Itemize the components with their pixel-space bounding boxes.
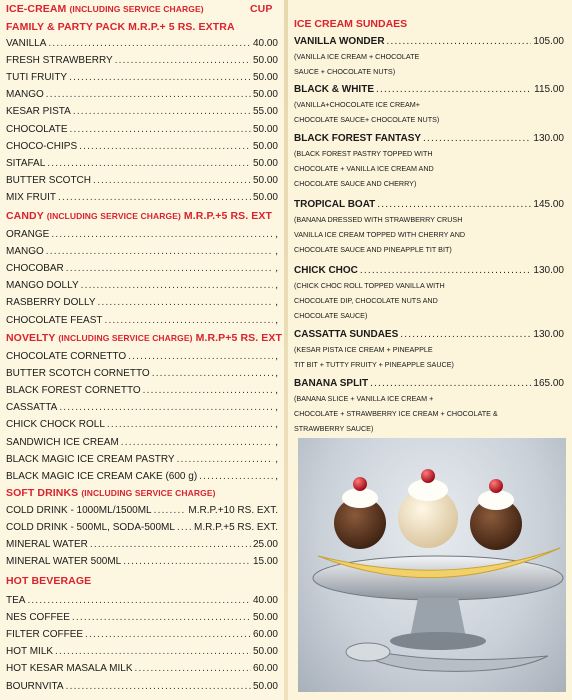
leader-dots xyxy=(47,158,251,169)
soft-drinks-header xyxy=(6,487,216,499)
leader-dots xyxy=(81,280,274,291)
menu-item-price: M.R.P.+10 RS. EXT. xyxy=(188,505,278,516)
menu-item-price: 50.00 xyxy=(252,123,278,135)
sundae-description-line: VANILLA ICE CREAM TOPPED WITH CHERRY AND xyxy=(294,230,466,239)
menu-item-row xyxy=(6,385,278,401)
leader-dots xyxy=(199,471,273,482)
leader-dots xyxy=(177,454,274,465)
sundae-description-line: (BANANA DRESSED WITH STRAWBERRY CRUSH xyxy=(294,215,463,224)
menu-item-name: FRESH STRAWBERRY xyxy=(6,55,113,67)
menu-item-name: CHOCO-CHIPS xyxy=(6,140,78,152)
menu-item-price: , xyxy=(275,263,278,275)
leader-dots xyxy=(70,124,251,135)
ice-cream-note: (INCLUDING SERVICE CHARGE) xyxy=(69,4,204,14)
menu-item-row xyxy=(6,629,278,645)
menu-item-price: 60.00 xyxy=(252,663,278,675)
menu-item-name: CHOCOLATE CORNETTO xyxy=(6,351,127,362)
menu-item-row xyxy=(6,402,278,418)
sundae-title-line xyxy=(294,199,564,210)
menu-item-name: MIX FRUIT xyxy=(6,191,56,203)
menu-item-price: 40.00 xyxy=(252,38,278,49)
menu-item-name: BUTTER SCOTCH xyxy=(6,174,91,186)
menu-item-name: TUTI FRUITY xyxy=(6,72,68,84)
menu-item-row xyxy=(6,38,278,54)
banana-split-photo xyxy=(298,438,566,692)
sundae-description-line: CHOCOLATE SAUCE AND CHERRY) xyxy=(294,179,417,188)
menu-item-price: 50.00 xyxy=(252,55,278,67)
menu-item-price: , xyxy=(275,280,278,292)
leader-dots xyxy=(107,419,273,430)
leader-dots xyxy=(135,663,251,674)
sundae-name: BLACK FOREST FANTASY xyxy=(294,133,422,144)
menu-item-name: TEA xyxy=(6,595,26,606)
menu-item-name: KESAR PISTA xyxy=(6,106,71,118)
candy-header xyxy=(6,210,272,222)
menu-item-row xyxy=(6,89,278,105)
leader-dots xyxy=(66,681,251,692)
menu-item-row xyxy=(6,263,278,279)
menu-item-row xyxy=(6,522,278,538)
menu-item-row xyxy=(6,297,278,313)
leader-dots xyxy=(377,199,531,210)
sundae-price: 130.00 xyxy=(533,133,564,144)
menu-item-row xyxy=(6,612,278,628)
sundae-name: BANANA SPLIT xyxy=(294,378,369,389)
menu-item-name: CHOCOLATE xyxy=(6,123,68,135)
leader-dots xyxy=(46,246,273,257)
sundae-title-line xyxy=(294,36,564,47)
menu-item-name: BOURNVITA xyxy=(6,680,64,692)
leader-dots xyxy=(73,106,251,117)
menu-item-price: 50.00 xyxy=(252,680,278,692)
menu-item-row xyxy=(6,419,278,435)
sundae-description-line: CHOCOLATE SAUCE) xyxy=(294,311,368,320)
menu-item-price: M.R.P.+5 RS. EXT. xyxy=(193,522,278,534)
menu-item-price: , xyxy=(275,402,278,414)
sundae-title-line xyxy=(294,265,564,276)
sundae-item xyxy=(294,84,564,127)
sundae-description-line: (KESAR PISTA ICE CREAM + PINEAPPLE xyxy=(294,345,433,354)
leader-dots xyxy=(72,612,251,623)
sundae-title-line xyxy=(294,133,564,144)
sundae-description-line: (CHICK CHOC ROLL TOPPED VANILLA WITH xyxy=(294,281,445,290)
sundae-item xyxy=(294,133,564,191)
leader-dots xyxy=(360,265,532,276)
menu-item-price: , xyxy=(275,297,278,309)
novelty-tail: M.R.P+5 RS. EXT xyxy=(195,332,282,344)
menu-item-price: 50.00 xyxy=(252,157,278,169)
sundae-description-line: STRAWBERRY SAUCE) xyxy=(294,424,374,433)
menu-item-price: 50.00 xyxy=(252,72,278,84)
menu-item-name: SANDWICH ICE CREAM xyxy=(6,436,119,448)
menu-item-name: COLD DRINK - 500ML, SODA-500ML xyxy=(6,522,175,534)
leader-dots xyxy=(58,192,251,203)
menu-item-name: NES COFFEE xyxy=(6,612,70,624)
sundae-description xyxy=(294,278,564,323)
sundae-description xyxy=(294,342,564,372)
leader-dots xyxy=(55,646,251,657)
sundae-price: 130.00 xyxy=(533,329,564,340)
leader-dots xyxy=(46,89,251,100)
leader-dots xyxy=(177,522,192,533)
leader-dots xyxy=(93,175,251,186)
leader-dots xyxy=(90,539,251,550)
leader-dots xyxy=(59,402,273,413)
menu-item-name: ORANGE xyxy=(6,229,50,240)
leader-dots xyxy=(152,368,274,379)
menu-item-row xyxy=(6,106,278,122)
leader-dots xyxy=(105,315,274,326)
soft-drinks-note: (INCLUDING SERVICE CHARGE) xyxy=(81,488,216,498)
menu-item-name: HOT MILK xyxy=(6,646,54,658)
leader-dots xyxy=(370,378,531,389)
leader-dots xyxy=(423,133,531,144)
menu-item-name: RASBERRY DOLLY xyxy=(6,297,96,309)
sundae-description-line: CHOCOLATE + STRAWBERRY ICE CREAM + CHOCOLATE & xyxy=(294,409,498,418)
sundae-item xyxy=(294,199,564,257)
menu-item-name: MANGO xyxy=(6,246,44,258)
leader-dots xyxy=(400,329,531,340)
sundae-description-line: CHOCOLATE DIP, CHOCOLATE NUTS AND xyxy=(294,296,438,305)
sundae-description-line: SAUCE + CHOCOLATE NUTS) xyxy=(294,67,396,76)
sundae-description-line: (VANILLA+CHOCOLATE ICE CREAM+ xyxy=(294,100,420,109)
sundae-description xyxy=(294,391,564,436)
ice-cream-title: ICE-CREAM xyxy=(6,3,67,15)
menu-item-row xyxy=(6,229,278,245)
menu-item-name: MINERAL WATER xyxy=(6,539,88,551)
menu-item-name: HOT KESAR MASALA MILK xyxy=(6,663,133,675)
menu-item-name: SITAFAL xyxy=(6,157,46,169)
menu-item-name: FILTER COFFEE xyxy=(6,629,84,641)
sundae-description-line: TIT BIT + TUTTY FRUITY + PINEAPPLE SAUCE) xyxy=(294,360,454,369)
sundae-name: CHICK CHOC xyxy=(294,265,358,276)
leader-dots xyxy=(48,38,251,49)
menu-item-name: MANGO xyxy=(6,89,44,101)
menu-item-row xyxy=(6,539,278,555)
leader-dots xyxy=(128,351,273,362)
menu-item-row xyxy=(6,471,278,487)
menu-item-row xyxy=(6,141,278,157)
sundae-description-line: CHOCOLATE + VANILLA ICE CREAM AND xyxy=(294,164,434,173)
menu-item-price: 25.00 xyxy=(252,539,278,551)
novelty-header xyxy=(6,332,282,344)
sundae-price: 165.00 xyxy=(533,378,564,389)
leader-dots xyxy=(376,84,532,95)
sundae-description xyxy=(294,49,564,79)
menu-item-price: 50.00 xyxy=(252,174,278,186)
left-column xyxy=(0,0,284,700)
menu-item-name: BLACK MAGIC ICE CREAM CAKE (600 g) xyxy=(6,470,198,482)
leader-dots xyxy=(154,505,187,516)
menu-item-row xyxy=(6,246,278,262)
menu-item-name: MINERAL WATER 500ML xyxy=(6,556,122,568)
menu-item-name: VANILLA xyxy=(6,38,47,49)
sundae-description xyxy=(294,212,564,257)
sundae-title-line xyxy=(294,378,564,389)
sundae-description-line: (VANILLA ICE CREAM + CHOCOLATE xyxy=(294,52,420,61)
leader-dots xyxy=(123,556,251,567)
menu-item-price: 15.00 xyxy=(252,556,278,568)
menu-item-price: , xyxy=(275,246,278,258)
menu-item-row xyxy=(6,663,278,679)
novelty-note: (INCLUDING SERVICE CHARGE) xyxy=(58,333,193,343)
menu-item-row xyxy=(6,505,278,521)
leader-dots xyxy=(121,437,273,448)
menu-item-name: BLACK FOREST CORNETTO xyxy=(6,385,141,397)
sundae-description-line: CHOCOLATE SAUCE AND PINEAPPLE TIT BIT) xyxy=(294,245,452,254)
sundae-item xyxy=(294,36,564,79)
sundae-name: BLACK & WHITE xyxy=(294,84,374,95)
menu-item-price: , xyxy=(275,419,278,431)
sundae-description-line: CHOCOLATE SAUCE+ CHOCOLATE NUTS) xyxy=(294,115,440,124)
menu-item-price: 50.00 xyxy=(252,140,278,152)
sundae-price: 130.00 xyxy=(533,265,564,276)
menu-item-row xyxy=(6,175,278,191)
sundae-item xyxy=(294,265,564,323)
menu-item-name: BUTTER SCOTCH CORNETTO xyxy=(6,368,150,380)
menu-item-name: CHOCOLATE FEAST xyxy=(6,314,103,326)
family-pack-header: FAMILY & PARTY PACK M.R.P.+ 5 RS. EXTRA xyxy=(6,21,235,33)
sundaes-header: ICE CREAM SUNDAES xyxy=(294,18,408,30)
menu-item-row xyxy=(6,351,278,367)
sundae-description xyxy=(294,97,564,127)
sundae-description-line: (BLACK FOREST PASTRY TOPPED WITH xyxy=(294,149,433,158)
sundae-name: TROPICAL BOAT xyxy=(294,199,376,210)
menu-item-name: CHICK CHOCK ROLL xyxy=(6,419,105,431)
menu-item-row xyxy=(6,556,278,572)
leader-dots xyxy=(51,229,273,240)
menu-item-name: MANGO DOLLY xyxy=(6,280,79,292)
menu-item-price: , xyxy=(275,314,278,326)
sundae-price: 145.00 xyxy=(533,199,564,210)
menu-item-name: BLACK MAGIC ICE CREAM PASTRY xyxy=(6,453,175,465)
menu-item-row xyxy=(6,437,278,453)
novelty-title: NOVELTY xyxy=(6,332,56,344)
menu-item-price: 50.00 xyxy=(252,646,278,658)
menu-item-price: 40.00 xyxy=(252,595,278,606)
leader-dots xyxy=(115,55,251,66)
sundae-name: VANILLA WONDER xyxy=(294,36,385,47)
sundae-item xyxy=(294,329,564,372)
menu-item-price: 50.00 xyxy=(252,191,278,203)
leader-dots xyxy=(27,595,251,606)
leader-dots xyxy=(387,36,532,47)
menu-item-price: 60.00 xyxy=(252,629,278,641)
menu-item-row xyxy=(6,454,278,470)
sundae-title-line xyxy=(294,84,564,95)
sundae-item xyxy=(294,378,564,436)
menu-item-price: , xyxy=(275,368,278,380)
menu-item-name: CHOCOBAR xyxy=(6,263,64,275)
menu-item-row xyxy=(6,368,278,384)
sundae-name: CASSATTA SUNDAES xyxy=(294,329,399,340)
menu-item-row xyxy=(6,72,278,88)
sundae-price: 115.00 xyxy=(534,84,564,95)
menu-item-price: 50.00 xyxy=(252,612,278,624)
hot-beverage-header: HOT BEVERAGE xyxy=(6,575,92,587)
sundae-description xyxy=(294,146,564,191)
candy-tail: M.R.P.+5 RS. EXT xyxy=(183,210,272,222)
menu-item-row xyxy=(6,595,278,611)
menu-item-price: , xyxy=(275,436,278,448)
cup-label: CUP xyxy=(250,3,273,15)
right-column xyxy=(288,0,572,700)
menu-item-row xyxy=(6,681,278,697)
menu-item-row xyxy=(6,124,278,140)
leader-dots xyxy=(97,297,273,308)
sundae-illustration xyxy=(298,438,566,692)
menu-item-row xyxy=(6,55,278,71)
menu-item-name: CASSATTA xyxy=(6,402,58,414)
candy-note: (INCLUDING SERVICE CHARGE) xyxy=(46,211,181,221)
menu-item-row xyxy=(6,280,278,296)
leader-dots xyxy=(69,72,251,83)
menu-item-price: , xyxy=(275,351,278,362)
sundae-title-line xyxy=(294,329,564,340)
leader-dots xyxy=(79,141,251,152)
menu-item-price: , xyxy=(275,229,278,240)
sundae-price: 105.00 xyxy=(533,36,564,47)
candy-title: CANDY xyxy=(6,210,44,222)
leader-dots xyxy=(143,385,274,396)
menu-item-price: 55.00 xyxy=(252,106,278,118)
menu-item-row xyxy=(6,192,278,208)
menu-item-name: COLD DRINK - 1000ML/1500ML xyxy=(6,505,152,516)
ice-cream-header xyxy=(6,3,273,15)
menu-item-row xyxy=(6,315,278,331)
menu-item-price: , xyxy=(275,470,278,482)
menu-item-price: , xyxy=(275,385,278,397)
menu-item-price: 50.00 xyxy=(252,89,278,101)
sundae-description-line: (BANANA SLICE + VANILLA ICE CREAM + xyxy=(294,394,434,403)
menu-item-row xyxy=(6,646,278,662)
leader-dots xyxy=(66,263,273,274)
menu-item-price: , xyxy=(275,453,278,465)
leader-dots xyxy=(85,629,251,640)
menu-item-row xyxy=(6,158,278,174)
soft-drinks-title: SOFT DRINKS xyxy=(6,487,79,499)
